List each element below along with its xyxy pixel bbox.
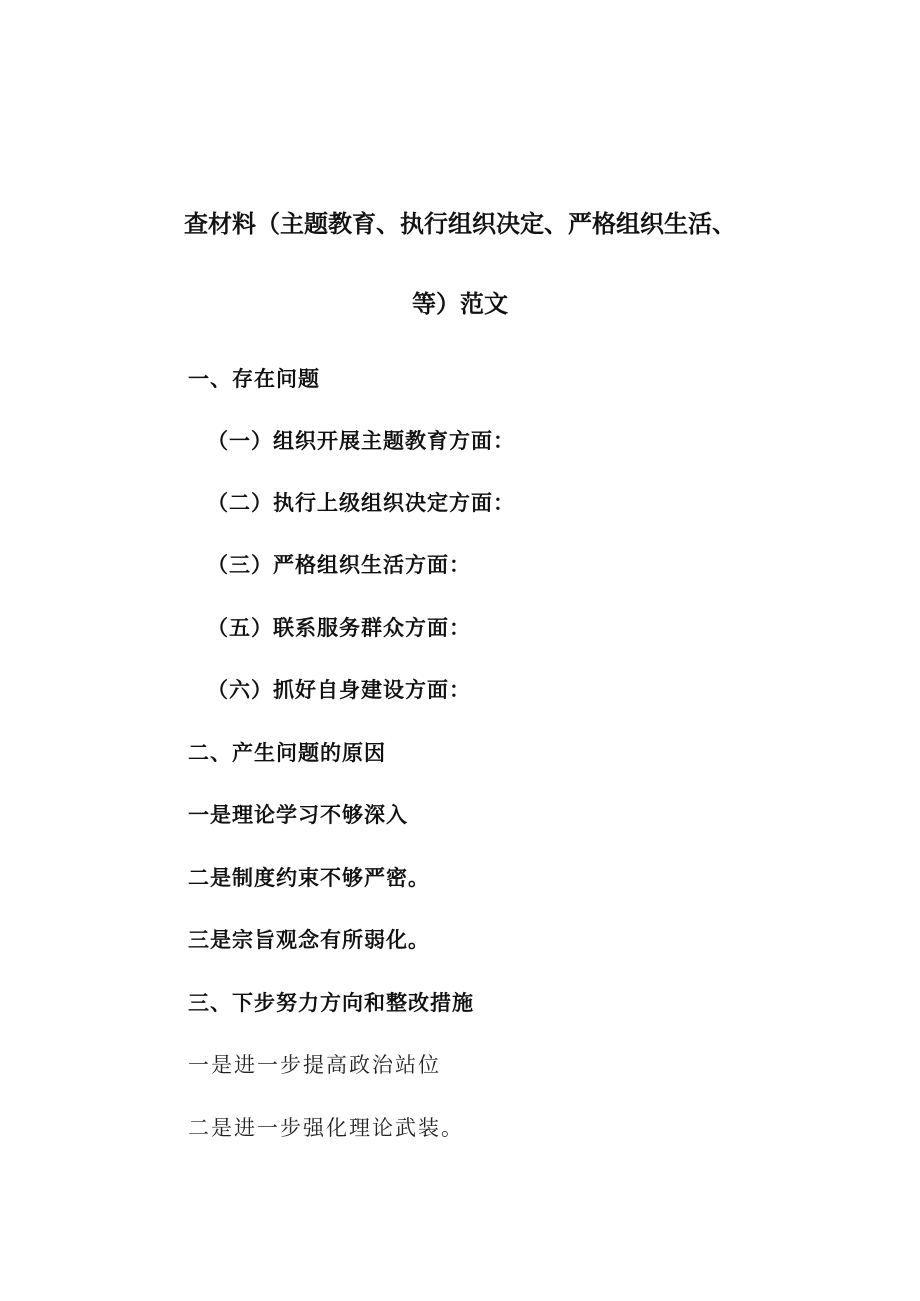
list-item: 一是理论学习不够深入 [188,803,408,827]
document-title-line-1: 查材料（主题教育、执行组织决定、严格组织生活、 [184,210,736,238]
section-heading-problems: 一、存在问题 [188,367,320,391]
list-item: （六）抓好自身建设方面： [207,678,471,702]
list-item: （二）执行上级组织决定方面： [207,491,515,515]
list-item: （一）组织开展主题教育方面： [207,429,515,453]
list-item: 二是制度约束不够严密。 [188,866,430,890]
list-item: 一是进一步提高政治站位 [188,1053,441,1077]
section-heading-causes: 二、产生问题的原因 [188,741,386,765]
document-title-line-2: 等）范文 [412,290,508,318]
list-item: 三是宗旨观念有所弱化。 [188,928,430,952]
list-item: 二是进一步强化理论武装。 [188,1116,464,1140]
list-item: （三）严格组织生活方面： [207,553,471,577]
list-item: （五）联系服务群众方面： [207,616,471,640]
section-heading-measures: 三、下步努力方向和整改措施 [188,991,474,1015]
